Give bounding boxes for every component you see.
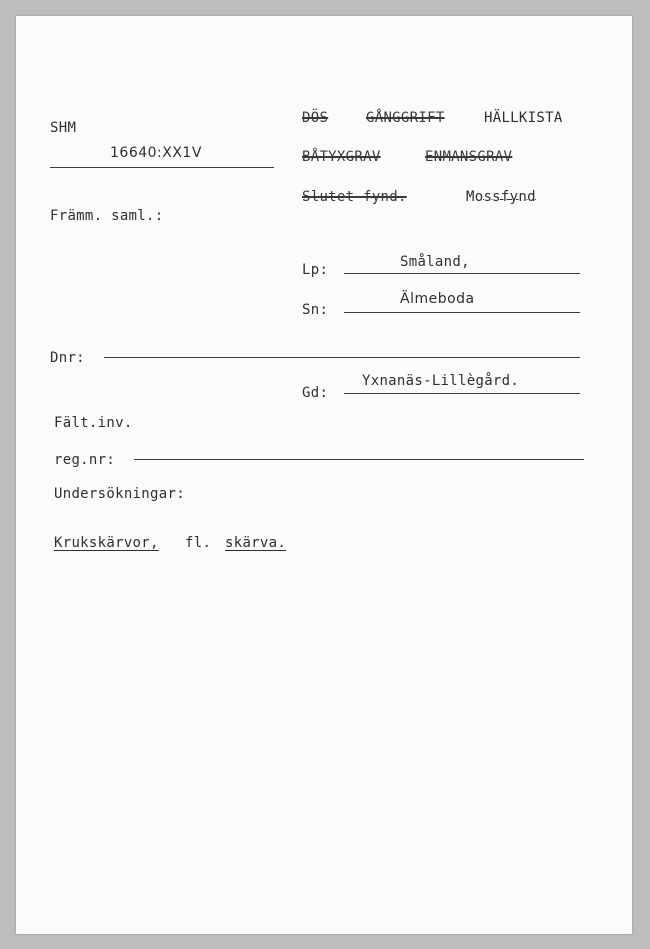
sn-label: Sn: — [302, 302, 329, 318]
grave-type-batyxgrav: BÅTYXGRAV — [302, 149, 381, 165]
inventory-underline — [50, 167, 274, 168]
sn-line — [344, 312, 580, 313]
finds-text-3: skärva. — [225, 535, 287, 551]
inventory-number: 16640:XX1V — [110, 145, 202, 161]
museum-code: SHM — [50, 120, 77, 136]
grave-type-ganggrift: GÅNGGRIFT — [366, 110, 445, 126]
framm-saml-label: Främm. saml.: — [50, 208, 164, 224]
undersokningar-label: Undersökningar: — [54, 486, 185, 502]
lp-value: Småland, — [400, 254, 470, 270]
grave-type-enmansgrav: ENMANSGRAV — [425, 149, 513, 165]
gd-value: Yxnanäs-Lillègård. — [362, 373, 520, 389]
lp-line — [344, 273, 580, 274]
grave-type-dos: DÖS — [302, 110, 329, 126]
catalog-card — [16, 16, 632, 934]
find-type-slutet-fynd: Slutet fynd. — [302, 189, 407, 205]
finds-text: Krukskärvor, — [54, 535, 159, 551]
gd-label: Gd: — [302, 385, 329, 401]
falt-inv-label: Fält.inv. — [54, 415, 133, 431]
dnr-line — [104, 357, 580, 358]
lp-label: Lp: — [302, 262, 329, 278]
finds-text-2: fl. — [185, 535, 212, 551]
dnr-label: Dnr: — [50, 350, 85, 366]
reg-nr-label: reg.nr: — [54, 452, 116, 468]
gd-line — [344, 393, 580, 394]
find-type-mossfynd: Mossfynd — [466, 189, 536, 205]
sn-value: Älmeboda — [400, 291, 475, 307]
grave-type-hallkista: HÄLLKISTA — [484, 110, 563, 126]
reg-nr-line — [134, 459, 584, 460]
